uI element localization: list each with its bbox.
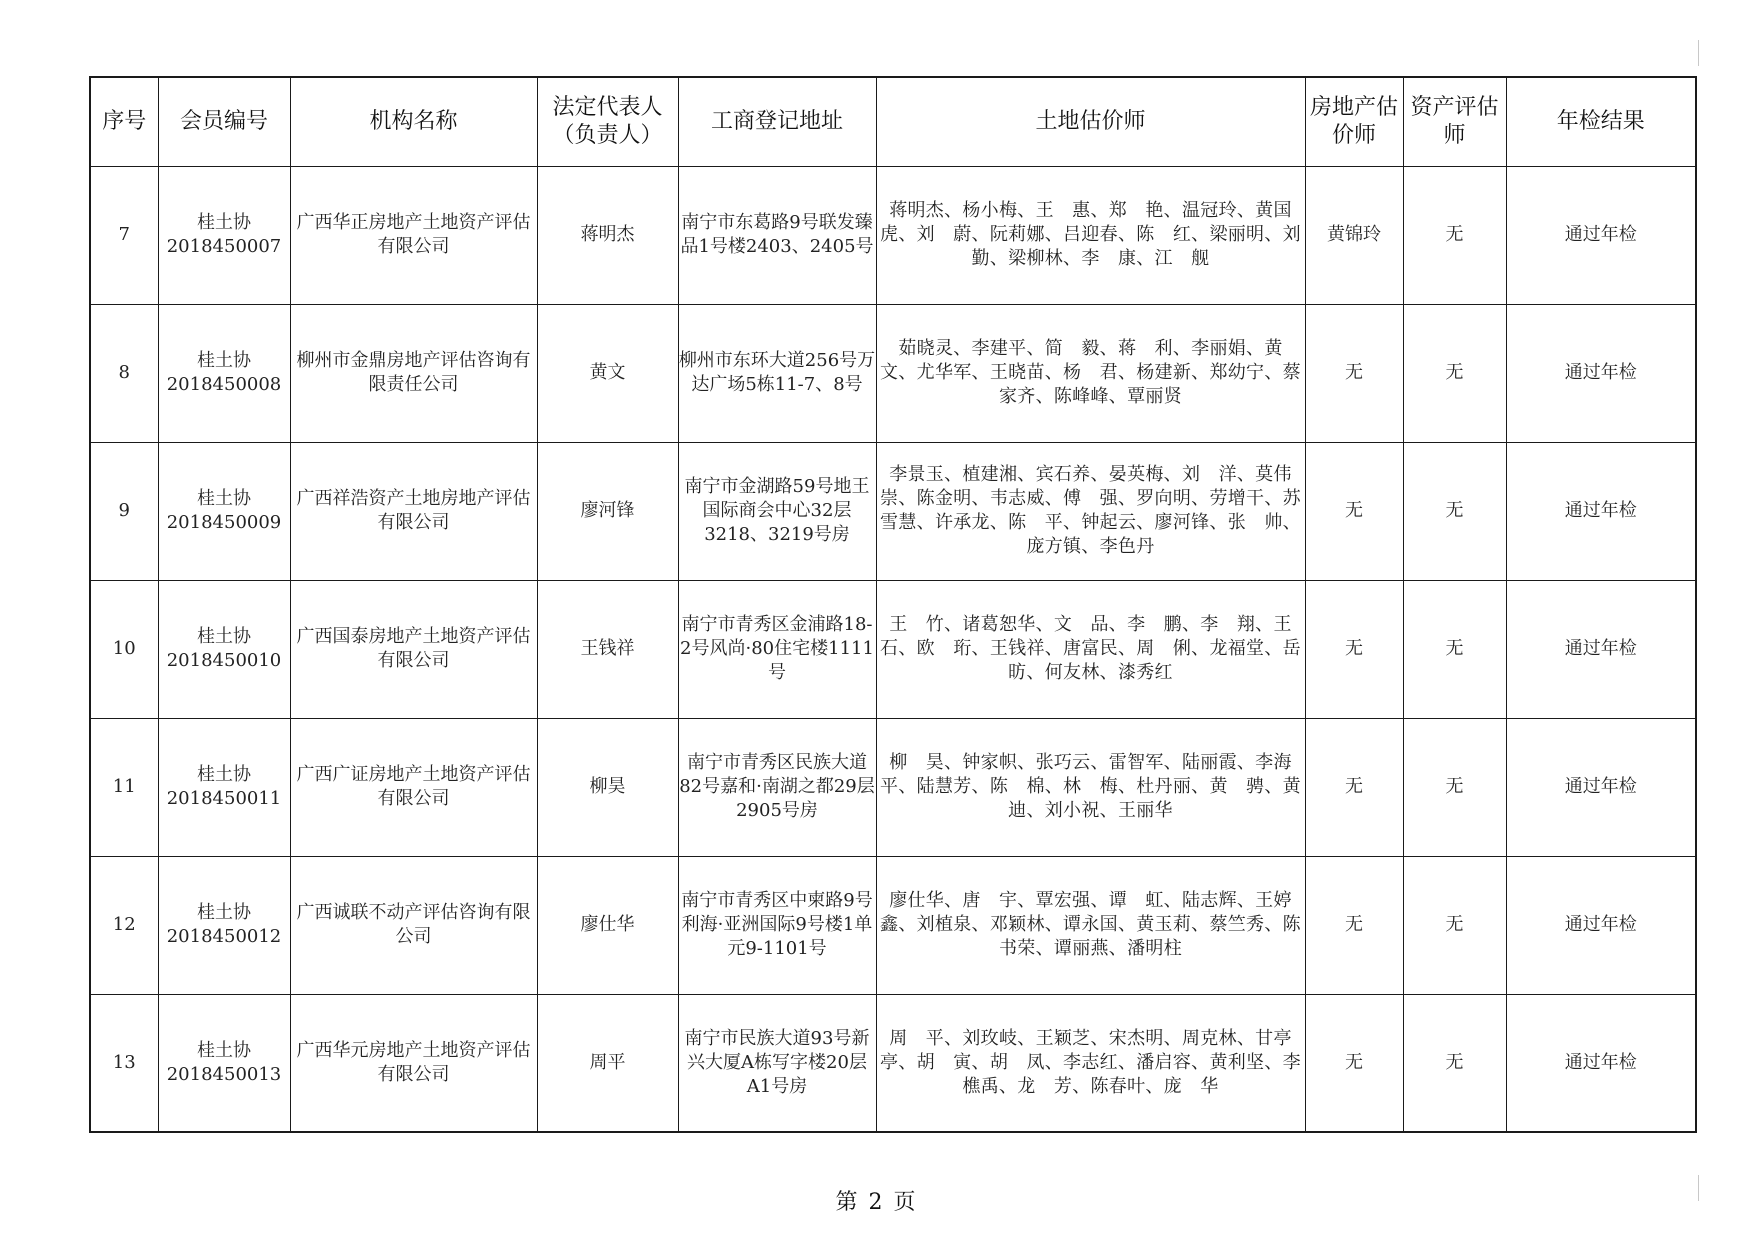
annual-result: 通过年检	[1506, 304, 1696, 442]
real-estate-appraisers: 无	[1305, 442, 1403, 580]
member-id: 2018450011	[166, 788, 282, 809]
legal-rep: 黄文	[537, 304, 678, 442]
real-estate-appraisers: 无	[1305, 718, 1403, 856]
row-index: 12	[90, 856, 158, 994]
member-prefix: 桂土协	[197, 902, 251, 923]
registered-address: 南宁市东葛路9号联发臻品1号楼2403、2405号	[678, 166, 876, 304]
header-member-no: 会员编号	[158, 77, 290, 166]
header-address: 工商登记地址	[678, 77, 876, 166]
row-index: 10	[90, 580, 158, 718]
header-legal-rep: 法定代表人（负责人）	[537, 77, 678, 166]
header-land-appraisers: 土地估价师	[876, 77, 1305, 166]
legal-rep: 周平	[537, 994, 678, 1132]
member-id: 2018450008	[166, 374, 282, 395]
legal-rep: 王钱祥	[537, 580, 678, 718]
member-prefix: 桂土协	[197, 1039, 251, 1061]
land-appraisers: 王 竹、诸葛恕华、文 品、李 鹏、李 翔、王 石、欧 珩、王钱祥、唐富民、周 俐、龙福堂、岳 昉、何友林、漆秀红	[876, 580, 1305, 718]
org-name: 广西广证房地产土地资产评估有限公司	[290, 718, 537, 856]
legal-rep: 廖仕华	[537, 856, 678, 994]
asset-appraisers: 无	[1403, 166, 1506, 304]
header-org-name: 机构名称	[290, 77, 537, 166]
member-prefix: 桂土协	[197, 764, 251, 785]
legal-rep: 蒋明杰	[537, 166, 678, 304]
org-name: 广西国泰房地产土地资产评估有限公司	[290, 580, 537, 718]
member-number	[158, 856, 290, 994]
member-prefix: 桂土协	[197, 350, 251, 371]
member-id: 2018450012	[166, 926, 282, 947]
registered-address: 南宁市青秀区民族大道82号嘉和·南湖之都29层2905号房	[678, 718, 876, 856]
table-row	[90, 442, 1696, 580]
annual-result: 通过年检	[1506, 994, 1696, 1132]
asset-appraisers: 无	[1403, 580, 1506, 718]
org-name: 广西华正房地产土地资产评估有限公司	[290, 166, 537, 304]
org-name: 柳州市金鼎房地产评估咨询有限责任公司	[290, 304, 537, 442]
land-appraisers: 柳 昊、钟家帜、张巧云、雷智军、陆丽霞、李海平、陆慧芳、陈 棉、林 梅、杜丹丽、黄 骋、黄 迪、刘小祝、王丽华	[876, 718, 1305, 856]
registered-address: 南宁市青秀区金浦路18-2号风尚·80住宅楼1111号	[678, 580, 876, 718]
real-estate-appraisers: 无	[1305, 304, 1403, 442]
land-appraisers: 周 平、刘玫岐、王颖芝、宋杰明、周克林、甘亭亭、胡 寅、胡 凤、李志红、潘启容、黄利坚、李樵禹、龙 芳、陈春叶、庞 华	[876, 994, 1305, 1132]
table-row	[90, 580, 1696, 718]
real-estate-appraisers: 无	[1305, 856, 1403, 994]
header-annual-result: 年检结果	[1506, 77, 1696, 166]
header-asset-appraisers: 资产评估师	[1403, 77, 1506, 166]
member-prefix: 桂土协	[197, 212, 251, 233]
land-appraisers: 李景玉、植建湘、宾石养、晏英梅、刘 洋、莫伟崇、陈金明、韦志威、傅 强、罗向明、劳增干、苏雪慧、许承龙、陈 平、钟起云、廖河锋、张 帅、庞方镇、李色丹	[876, 442, 1305, 580]
member-number	[158, 994, 290, 1132]
member-id: 2018450013	[166, 1063, 282, 1085]
member-roster-table	[89, 76, 1697, 1133]
asset-appraisers: 无	[1403, 718, 1506, 856]
table-header-row	[90, 77, 1696, 166]
table-row	[90, 304, 1696, 442]
org-name: 广西诚联不动产评估咨询有限公司	[290, 856, 537, 994]
table-row	[90, 856, 1696, 994]
asset-appraisers: 无	[1403, 304, 1506, 442]
annual-result: 通过年检	[1506, 856, 1696, 994]
row-index: 7	[90, 166, 158, 304]
land-appraisers: 蒋明杰、杨小梅、王 惠、郑 艳、温冠玲、黄国虎、刘 蔚、阮莉娜、吕迎春、陈 红、梁丽明、刘 勤、梁柳林、李 康、江 舰	[876, 166, 1305, 304]
member-number	[158, 442, 290, 580]
asset-appraisers: 无	[1403, 994, 1506, 1132]
asset-appraisers: 无	[1403, 442, 1506, 580]
real-estate-appraisers: 无	[1305, 994, 1403, 1132]
row-index: 8	[90, 304, 158, 442]
org-name: 广西祥浩资产土地房地产评估有限公司	[290, 442, 537, 580]
land-appraisers: 茹晓灵、李建平、简 毅、蒋 利、李丽娟、黄 文、尤华军、王晓苗、杨 君、杨建新、郑幼宁、蔡家齐、陈峰峰、覃丽贤	[876, 304, 1305, 442]
scan-edge-mark	[1698, 40, 1699, 66]
annual-result: 通过年检	[1506, 580, 1696, 718]
registered-address: 南宁市金湖路59号地王国际商会中心32层3218、3219号房	[678, 442, 876, 580]
land-appraisers: 廖仕华、唐 宇、覃宏强、谭 虹、陆志辉、王婷鑫、刘植泉、邓颖林、谭永国、黄玉莉、蔡竺秀、陈书荣、谭丽燕、潘明柱	[876, 856, 1305, 994]
member-number	[158, 166, 290, 304]
member-prefix: 桂土协	[197, 488, 251, 509]
org-name: 广西华元房地产土地资产评估有限公司	[290, 994, 537, 1132]
table-row	[90, 718, 1696, 856]
legal-rep: 廖河锋	[537, 442, 678, 580]
real-estate-appraisers: 无	[1305, 580, 1403, 718]
member-number	[158, 304, 290, 442]
header-index: 序号	[90, 77, 158, 166]
asset-appraisers: 无	[1403, 856, 1506, 994]
registered-address: 南宁市青秀区中柬路9号利海·亚洲国际9号楼1单元9-1101号	[678, 856, 876, 994]
annual-result: 通过年检	[1506, 166, 1696, 304]
registered-address: 南宁市民族大道93号新兴大厦A栋写字楼20层A1号房	[678, 994, 876, 1132]
page-number: 第 2 页	[835, 1190, 918, 1215]
member-id: 2018450007	[166, 236, 282, 257]
legal-rep: 柳昊	[537, 718, 678, 856]
member-id: 2018450009	[166, 512, 282, 533]
row-index: 13	[90, 994, 158, 1132]
table-row	[90, 994, 1696, 1132]
annual-result: 通过年检	[1506, 718, 1696, 856]
annual-result: 通过年检	[1506, 442, 1696, 580]
row-index: 9	[90, 442, 158, 580]
real-estate-appraisers: 黄锦玲	[1305, 166, 1403, 304]
table-row	[90, 166, 1696, 304]
registered-address: 柳州市东环大道256号万达广场5栋11-7、8号	[678, 304, 876, 442]
member-prefix: 桂土协	[197, 626, 251, 647]
member-number	[158, 718, 290, 856]
member-id: 2018450010	[166, 650, 282, 671]
header-real-estate-appraisers: 房地产估价师	[1305, 77, 1403, 166]
member-number	[158, 580, 290, 718]
row-index: 11	[90, 718, 158, 856]
